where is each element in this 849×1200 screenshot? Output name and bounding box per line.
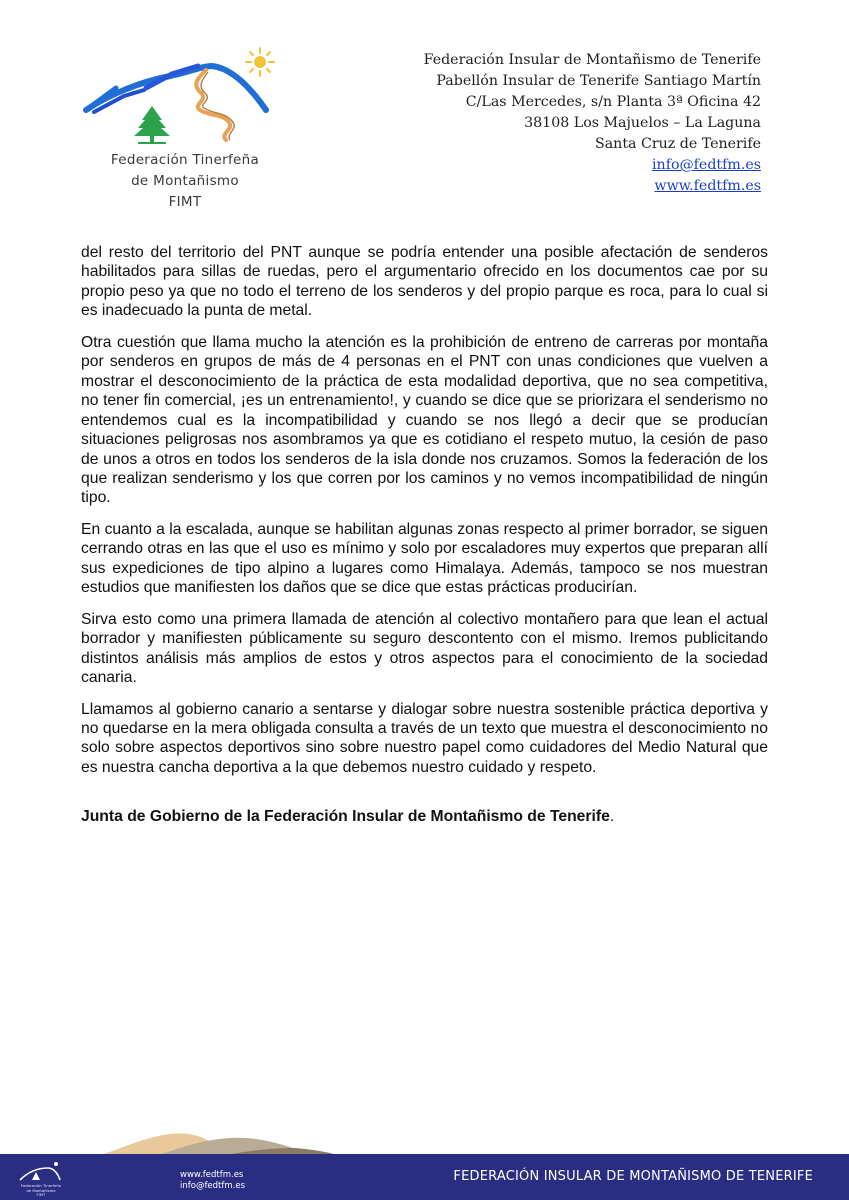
address-line: Santa Cruz de Tenerife — [595, 136, 761, 152]
body-paragraph: En cuanto a la escalada, aunque se habilitan algunas zonas respecto al primer borrador, se siguen cerrando otras en las que el uso es mínimo y solo por escaladores muy expertos que preparan allí sus expediciones de tipo alpino a lugares como Himalaya. Además, tampoco se nos muestran estudios que manifiesten los daños que se dice que estas prácticas producirían. — [81, 520, 768, 597]
mini-logo-caption — [16, 1184, 66, 1198]
body-paragraph: del resto del territorio del PNT aunque se podría entender una posible afectación de senderos habilitados para sillas de ruedas, pero el argumentario ofrecido en los documentos cae por su propio peso ya que no todo el terreno de los senderos y del propio parque es roca, para lo cual si es inadecuado la punta de metal. — [81, 244, 768, 320]
address-line: 38108 Los Majuelos – La Laguna — [524, 115, 761, 131]
body-paragraph: Otra cuestión que llama mucho la atención es la prohibición de entreno de carreras por montaña por senderos en grupos de más de 4 personas en el PNT con unas condiciones que vuelven a mostrar el desconocimiento de la práctica de esta modalidad deportiva, que no sea competitiva, no tener fin comercial, ¡es un entrenamiento!, y cuando se dice que se priorizara el senderismo no entendemos cual es la incompatibilidad y cuando se nos llegó a decir que se producían situaciones peligrosas nos asombramos ya que es cotidiano el respeto mutuo, la cesión de paso de unos a otros en todos los senderos de la isla donde nos cruzamos. Somos la federación de los que realizan senderismo y los que corren por los caminos y no vemos incompatibilidad de ningún tipo. — [81, 333, 768, 507]
body-paragraph: Sirva esto como una primera llamada de atención al colectivo montañero para que lean el actual borrador y manifiesten públicamente su seguro descontento con el mismo. Iremos publicitando distintos análisis más amplios de estos y otros aspectos para el conocimiento de la sociedad canaria. — [81, 610, 768, 687]
logo-caption-line: de Montañismo — [131, 173, 239, 189]
signature-text: Junta de Gobierno de la Federación Insular de Montañismo de Tenerife — [81, 808, 610, 826]
letter-body — [81, 243, 768, 839]
footer-contact — [180, 1170, 245, 1192]
logo-caption — [80, 150, 290, 213]
signature — [81, 807, 768, 826]
address-line: Pabellón Insular de Tenerife Santiago Martín — [436, 73, 761, 89]
footer-website[interactable]: www.fedtfm.es — [180, 1170, 244, 1180]
email-link[interactable]: info@fedtfm.es — [652, 157, 761, 173]
mini-logo-line: Federación Tinerfeña — [21, 1183, 61, 1188]
page-footer — [0, 1124, 849, 1200]
mini-logo-line: FIMT — [36, 1192, 46, 1197]
logo-caption-line: Federación Tinerfeña — [110, 152, 260, 168]
footer-title: FEDERACIÓN INSULAR DE MONTAÑISMO DE TENERIFE — [453, 1169, 813, 1184]
address-line: Federación Insular de Montañismo de Tenerife — [423, 52, 761, 68]
address-line: C/Las Mercedes, s/n Planta 3ª Oficina 42 — [465, 94, 761, 110]
letterhead-address — [321, 50, 761, 197]
footer-email[interactable]: info@fedtfm.es — [180, 1181, 246, 1191]
dunes-graphic — [90, 1124, 350, 1158]
signature-period: . — [609, 808, 615, 826]
mini-logo-line: de Montañismo — [26, 1187, 56, 1193]
website-link[interactable]: www.fedtfm.es — [654, 178, 761, 194]
logo-caption-line: FIMT — [168, 194, 202, 210]
body-paragraph: Llamamos al gobierno canario a sentarse y dialogar sobre nuestra sostenible práctica deportiva y no quedarse en la mera obligada consulta a través de un texto que muestra el desconocimiento no solo sobre aspectos deportivos sino sobre nuestro papel como cuidadores del Medio Natural que es nuestra cancha deportiva a la que debemos nuestro cuidado y respeto. — [81, 700, 768, 776]
